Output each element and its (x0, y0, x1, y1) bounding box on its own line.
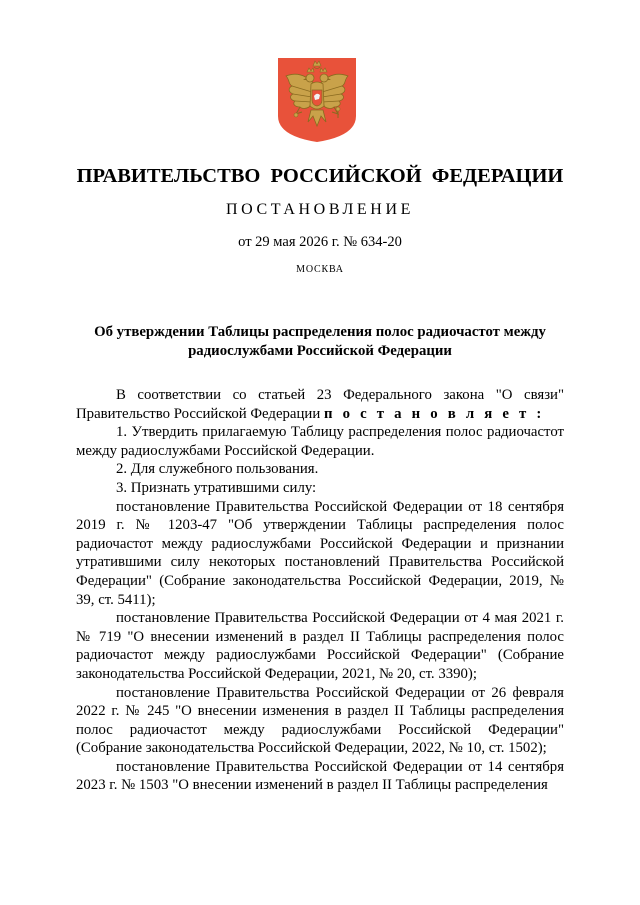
document-date-number: от 29 мая 2026 г. № 634-20 (238, 234, 402, 250)
decrees-word: п о с т а н о в л я е т : (323, 405, 545, 422)
government-title: ПРАВИТЕЛЬСТВО РОССИЙСКОЙ ФЕДЕРАЦИИ (76, 165, 564, 187)
intro-text: В соответствии со статьей 23 Федерального закона "О связи" Правительство Российской Федерации (76, 387, 564, 422)
coat-of-arms-icon (276, 56, 358, 144)
repealed-item-4: постановление Правительства Российской Федерации от 14 сентября 2023 г. № 1503 "О внесении изменений в раздел II Таблицы распределения (76, 758, 564, 794)
repealed-item-1: постановление Правительства Российской Федерации от 18 сентября 2019 г. № 1203-47 "Об утверждении Таблицы распределения полос радиочастот между радиослужбами Российской Федерации и признании утратившими силу некоторых постановлений Правительства Российской Федерации" (Собрание законодательства Российской Федерации, 2019, № 39, ст. 5411); (76, 498, 564, 608)
document-city: МОСКВА (296, 264, 344, 275)
paragraph-2: 2. Для служебного пользования. (116, 461, 319, 478)
document-type: ПОСТАНОВЛЕНИЕ (226, 201, 414, 218)
paragraph-1: 1. Утвердить прилагаемую Таблицу распределения полос радиочастот между радиослужбами Российской Федерации. (76, 424, 564, 459)
paragraph-3: 3. Признать утратившими силу: (116, 479, 317, 496)
intro-paragraph (76, 386, 564, 423)
document-body (76, 386, 564, 795)
document-subject: Об утверждении Таблицы распределения полос радиочастот между радиослужбами Российской Федерации (94, 324, 546, 359)
repealed-item-2: постановление Правительства Российской Федерации от 4 мая 2021 г. № 719 "О внесении изменений в раздел II Таблицы распределения полос радиочастот между радиослужбами Российской Федерации" (Собрание законодательства Российской Федерации, 2021, № 20, ст. 3390); (76, 610, 564, 682)
repealed-item-3: постановление Правительства Российской Федерации от 26 февраля 2022 г. № 245 "О внесении изменения в раздел II Таблицы распределения полос радиочастот между радиослужбами Российской Федерации" (Собрание законодательства Российской Федерации, 2022, № 10, ст. 1502); (76, 684, 564, 757)
